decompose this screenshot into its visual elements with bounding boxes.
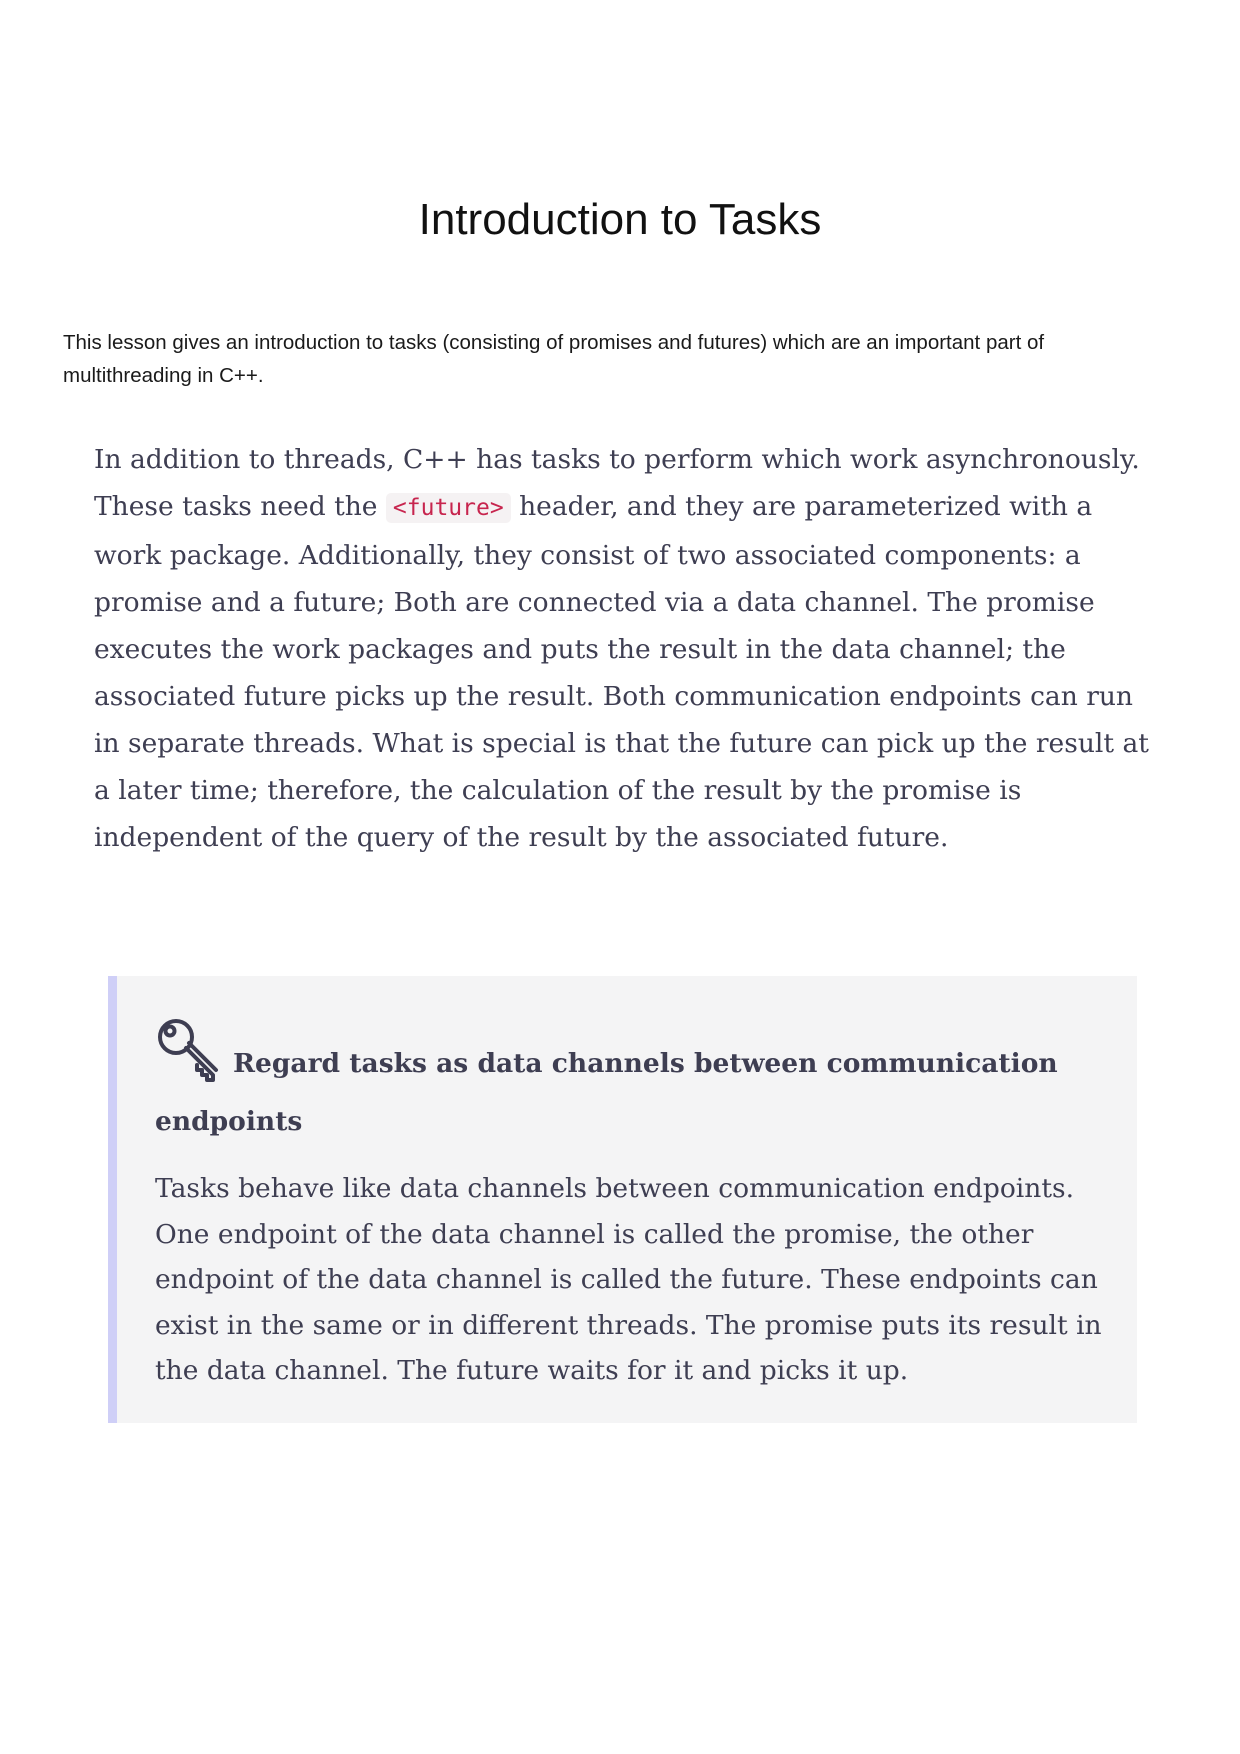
key-point-callout [108,976,1137,1423]
intro-paragraph [94,436,1154,861]
future-header-code: <future> [386,493,511,523]
intro-text-after-code: header, and they are parameterized with a work package. Additionally, they consist of two associated components: a promise and a future; Both are connected via a data channel. The promise executes the work packages and puts the result in the data channel; the associated future picks up the result. Both communication endpoints can run in separate threads. What is special is that the future can pick up the result at a later time; therefore, the calculation of the result by the promise is independent of the query of the result by the associated future. [94,491,1149,853]
callout-title-text: Regard tasks as data channels between communication endpoints [155,1048,1058,1137]
callout-title [155,1016,1115,1151]
intro-text-before-code: In addition to threads, C++ has tasks to perform which work asynchronously. These tasks need the [94,444,1140,522]
key-icon [155,1016,221,1082]
callout-body: Tasks behave like data channels between communication endpoints. One endpoint of the data channel is called the promise, the other endpoint of the data channel is called the future. These endpoints can exist in the same or in different threads. The promise puts its result in the data channel. The future waits for it and picks it up. [155,1173,1102,1386]
lesson-summary: This lesson gives an introduction to tasks (consisting of promises and futures) which are an important part of multithreading in C++. [63,331,1045,387]
page-title: Introduction to Tasks [418,195,822,244]
